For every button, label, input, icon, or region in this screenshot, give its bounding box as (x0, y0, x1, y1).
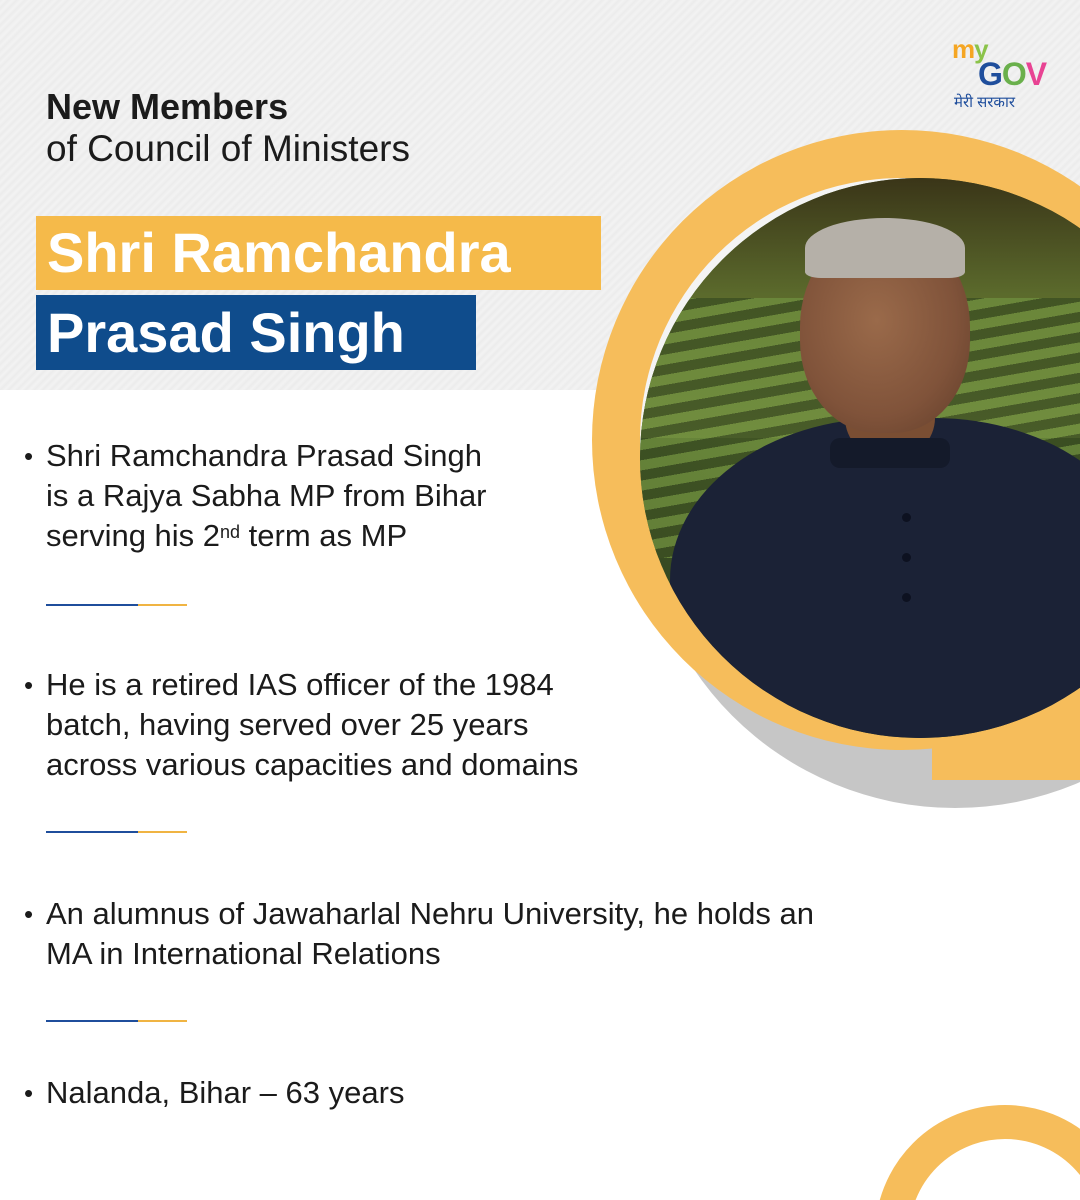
bullet-line: across various capacities and domains (46, 747, 579, 782)
page-subtitle: of Council of Ministers (46, 128, 410, 169)
decorative-corner-arc (875, 1105, 1080, 1200)
bullet-text (46, 436, 487, 556)
minister-name-line2: Prasad Singh (36, 295, 476, 370)
minister-name-line1: Shri Ramchandra (36, 216, 601, 290)
bullet-text (46, 1073, 404, 1113)
photo-button (902, 593, 911, 602)
bullet-line: An alumnus of Jawaharlal Nehru University, he holds an (46, 896, 814, 931)
bullet-line: Shri Ramchandra Prasad Singh (46, 438, 482, 473)
photo-hair (805, 218, 965, 278)
bullet-dot-icon: • (24, 441, 34, 471)
bullet-line: MA in International Relations (46, 936, 441, 971)
photo-button (902, 513, 911, 522)
bullet-line: batch, having served over 25 years (46, 707, 529, 742)
section-divider (46, 1020, 187, 1022)
ordinal-suffix: nd (220, 522, 241, 542)
bullet-text (46, 894, 814, 974)
minister-portrait (640, 178, 1080, 738)
bullet-line: Nalanda, Bihar – 63 years (46, 1075, 405, 1110)
bullet-line-part: term as MP (240, 518, 408, 553)
bullet-line-part: serving his 2 (46, 518, 221, 553)
page-title: New Members (46, 86, 289, 127)
bullet-text (46, 665, 578, 785)
bullet-dot-icon: • (24, 1078, 34, 1108)
logo-subtitle: मेरी सरकार (954, 94, 1015, 111)
photo-button (902, 553, 911, 562)
bullet-line (46, 516, 487, 556)
section-divider (46, 831, 187, 833)
bullet-line: is a Rajya Sabha MP from Bihar (46, 478, 487, 513)
logo-gov-text: GOV (978, 56, 1047, 92)
bullet-dot-icon: • (24, 670, 34, 700)
bullet-dot-icon: • (24, 899, 34, 929)
bullet-line: He is a retired IAS officer of the 1984 (46, 667, 554, 702)
photo-collar (830, 438, 950, 468)
logo-my-text: my (952, 34, 988, 64)
mygov-logo (952, 34, 1052, 114)
section-divider (46, 604, 187, 606)
